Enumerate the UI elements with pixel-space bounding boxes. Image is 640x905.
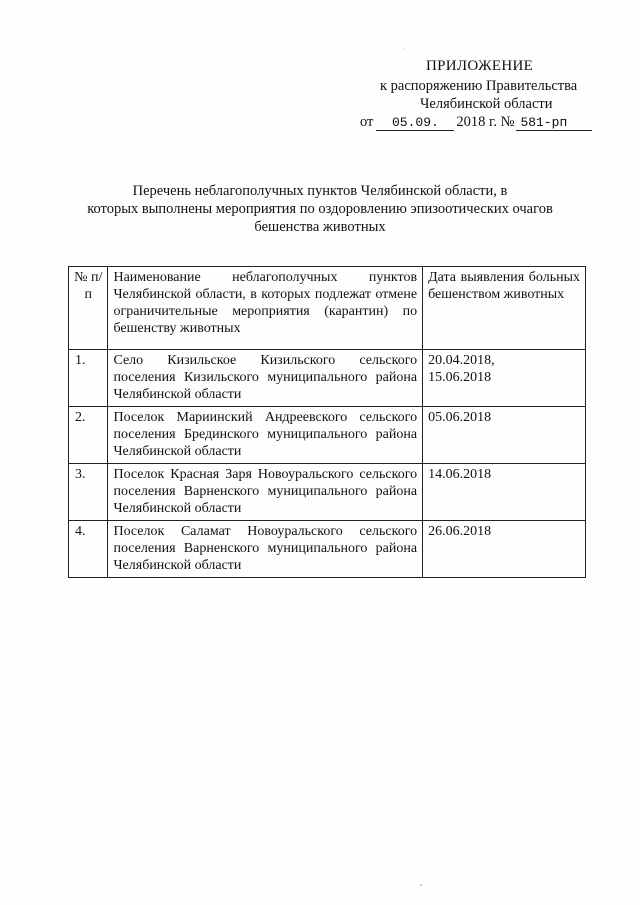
- decree-number: 581-рп: [516, 115, 592, 131]
- row-dates: [423, 521, 586, 578]
- row-date: 05.06.2018: [428, 410, 492, 425]
- column-header-name: Наименование неблагополучных пунктов Челябинской области, в которых подлежат отмене ограничительные мероприятия (карантин) по бешенству животных: [108, 267, 423, 350]
- row-date: 15.06.2018: [428, 370, 492, 385]
- date-suffix: 2018 г. №: [456, 114, 515, 130]
- heading-line: которых выполнены мероприятия по оздоровлению эпизоотических очагов: [87, 201, 553, 217]
- table-row: [69, 464, 586, 521]
- scan-speck: [404, 48, 405, 49]
- row-number: 4.: [69, 521, 108, 578]
- row-location-name: Поселок Саламат Новоуральского сельского поселения Варненского муниципального района Челябинской области: [108, 521, 423, 578]
- column-header-number: № п/п: [69, 267, 108, 350]
- appendix-region-line: Челябинской области: [420, 96, 553, 112]
- row-number: 3.: [69, 464, 108, 521]
- heading-line: Перечень неблагополучных пунктов Челябинской области, в: [132, 183, 508, 199]
- row-number: 2.: [69, 407, 108, 464]
- row-location-name: Поселок Красная Заря Новоуральского сельского поселения Варненского муниципального района Челябинской области: [108, 464, 423, 521]
- row-date: 26.06.2018: [428, 524, 492, 539]
- table-row: [69, 350, 586, 407]
- row-location-name: Село Кизильское Кизильского сельского поселения Кизильского муниципального района Челябинской области: [108, 350, 423, 407]
- table-row: [69, 521, 586, 578]
- row-date: 14.06.2018: [428, 467, 492, 482]
- appendix-decree-line: к распоряжению Правительства: [380, 78, 578, 94]
- table-row: [69, 407, 586, 464]
- date-value: 05.09.: [376, 115, 454, 131]
- row-location-name: Поселок Мариинский Андреевского сельского поселения Брединского муниципального района Челябинской области: [108, 407, 423, 464]
- column-header-date: Дата выявления больных бешенством животных: [423, 267, 586, 350]
- appendix-title: ПРИЛОЖЕНИЕ: [426, 58, 534, 74]
- table-header-row: [69, 267, 586, 350]
- locations-table: [68, 266, 586, 578]
- document-heading: [60, 182, 580, 236]
- row-dates: [423, 350, 586, 407]
- heading-line: бешенства животных: [254, 219, 386, 235]
- scan-speck: [420, 884, 422, 886]
- row-dates: [423, 407, 586, 464]
- row-date: 20.04.2018,: [428, 353, 495, 368]
- row-dates: [423, 464, 586, 521]
- appendix-date-line: [360, 114, 592, 131]
- date-prefix: от: [360, 114, 374, 130]
- row-number: 1.: [69, 350, 108, 407]
